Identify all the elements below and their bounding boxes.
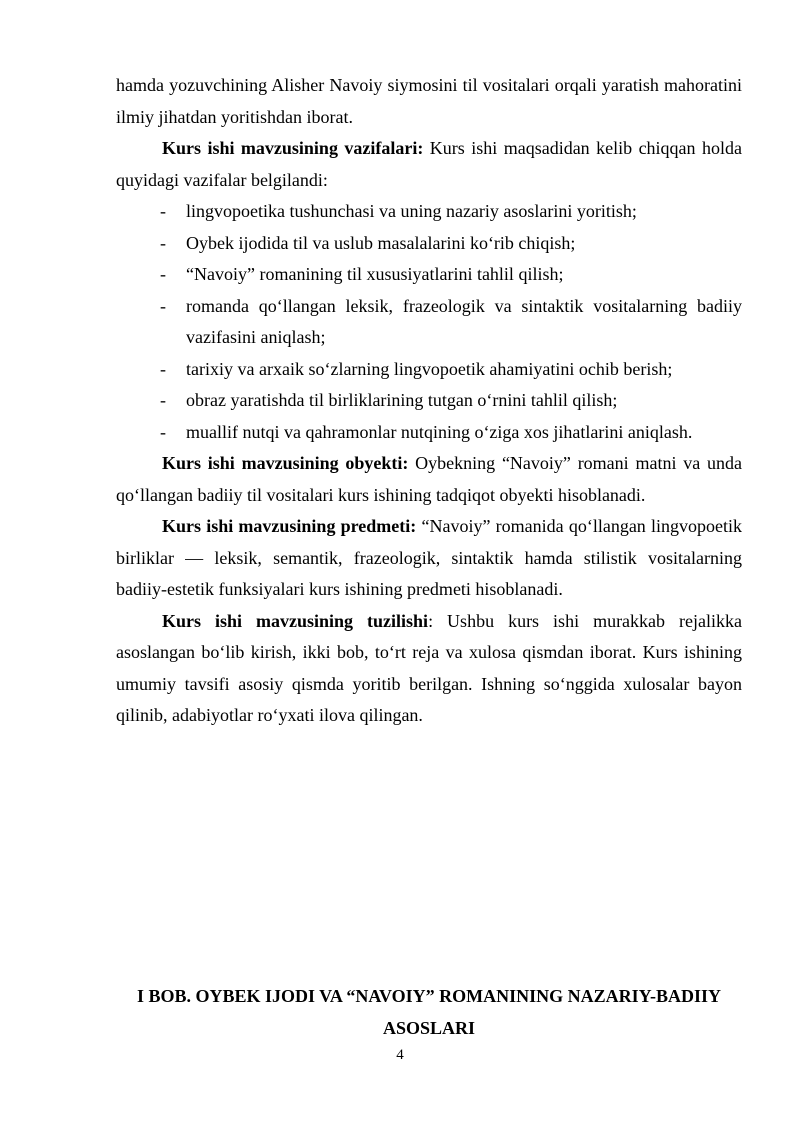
list-item — [116, 354, 742, 386]
list-dash: - — [160, 295, 166, 316]
subject-label: Kurs ishi mavzusining predmeti: — [162, 516, 417, 536]
structure-paragraph — [116, 606, 742, 732]
list-item-text: muallif nutqi va qahramonlar nutqining o‘ziga xos jihatlarini aniqlash. — [186, 421, 693, 442]
list-dash: - — [160, 421, 166, 442]
structure-text: : Ushbu kurs ishi murakkab rejalikka asoslangan bo‘lib kirish, ikki bob, to‘rt reja va xulosa qismdan iborat. Kurs ishining umumiy tavsifi asosiy qismda yoritib berilgan. Ishning so‘nggida xulosalar bayon qilinib, adabiyotlar ro‘yxati ilova qilingan. — [116, 610, 743, 725]
chapter-heading: I BOB. OYBEK IJODI VA “NAVOIY” ROMANINING NAZARIY-BADIIY ASOSLARI — [136, 986, 722, 1038]
list-item — [116, 291, 742, 354]
list-item — [116, 228, 742, 260]
tasks-text: Kurs ishi maqsadidan kelib chiqqan holda quyidagi vazifalar belgilandi: — [116, 138, 742, 190]
subject-text: “Navoiy” romanida qo‘llangan lingvopoetik birliklar — leksik, semantik, frazeologik, sintaktik hamda stilistik vositalarning badiiy-estetik funksiyalari kurs ishining predmeti hisoblanadi. — [116, 516, 742, 599]
list-item — [116, 196, 742, 228]
list-item-text: tarixiy va arxaik so‘zlarning lingvopoetik ahamiyatini ochib berish; — [186, 358, 673, 379]
object-label: Kurs ishi mavzusining obyekti: — [162, 453, 409, 473]
list-item-text: lingvopoetika tushunchasi va uning nazariy asoslarini yoritish; — [186, 201, 637, 221]
list-dash: - — [160, 390, 166, 410]
subject-paragraph — [116, 511, 742, 606]
object-text: Oybekning “Navoiy” romani matni va unda qo‘llangan badiiy til vositalari kurs ishining tadqiqot obyekti hisoblanadi. — [116, 453, 742, 505]
list-item-text: romanda qo‘llangan leksik, frazeologik va sintaktik vositalarning badiiy vazifasini aniqlash; — [186, 295, 742, 347]
intro-paragraph: hamda yozuvchining Alisher Navoiy siymosini til vositalari orqali yaratish mahoratini ilmiy jihatdan yoritishdan iborat. — [116, 75, 742, 127]
list-item — [116, 259, 742, 291]
list-dash: - — [160, 358, 166, 379]
list-item-text: Oybek ijodida til va uslub masalalarini ko‘rib chiqish; — [186, 232, 576, 253]
structure-label: Kurs ishi mavzusining tuzilishi — [162, 610, 429, 631]
list-item — [116, 417, 742, 449]
tasks-paragraph — [116, 133, 742, 196]
list-item — [116, 385, 742, 417]
list-dash: - — [160, 232, 166, 253]
list-dash: - — [160, 264, 166, 284]
list-dash: - — [160, 201, 166, 221]
tasks-list — [116, 196, 742, 448]
tasks-label: Kurs ishi mavzusining vazifalari: — [162, 138, 424, 158]
list-item-text: obraz yaratishda til birliklarining tutgan o‘rnini tahlil qilish; — [186, 390, 618, 410]
list-item-text: “Navoiy” romanining til xususiyatlarini tahlil qilish; — [186, 264, 564, 284]
document-body — [116, 70, 742, 732]
object-paragraph — [116, 448, 742, 511]
page-number: 4 — [396, 1047, 404, 1063]
